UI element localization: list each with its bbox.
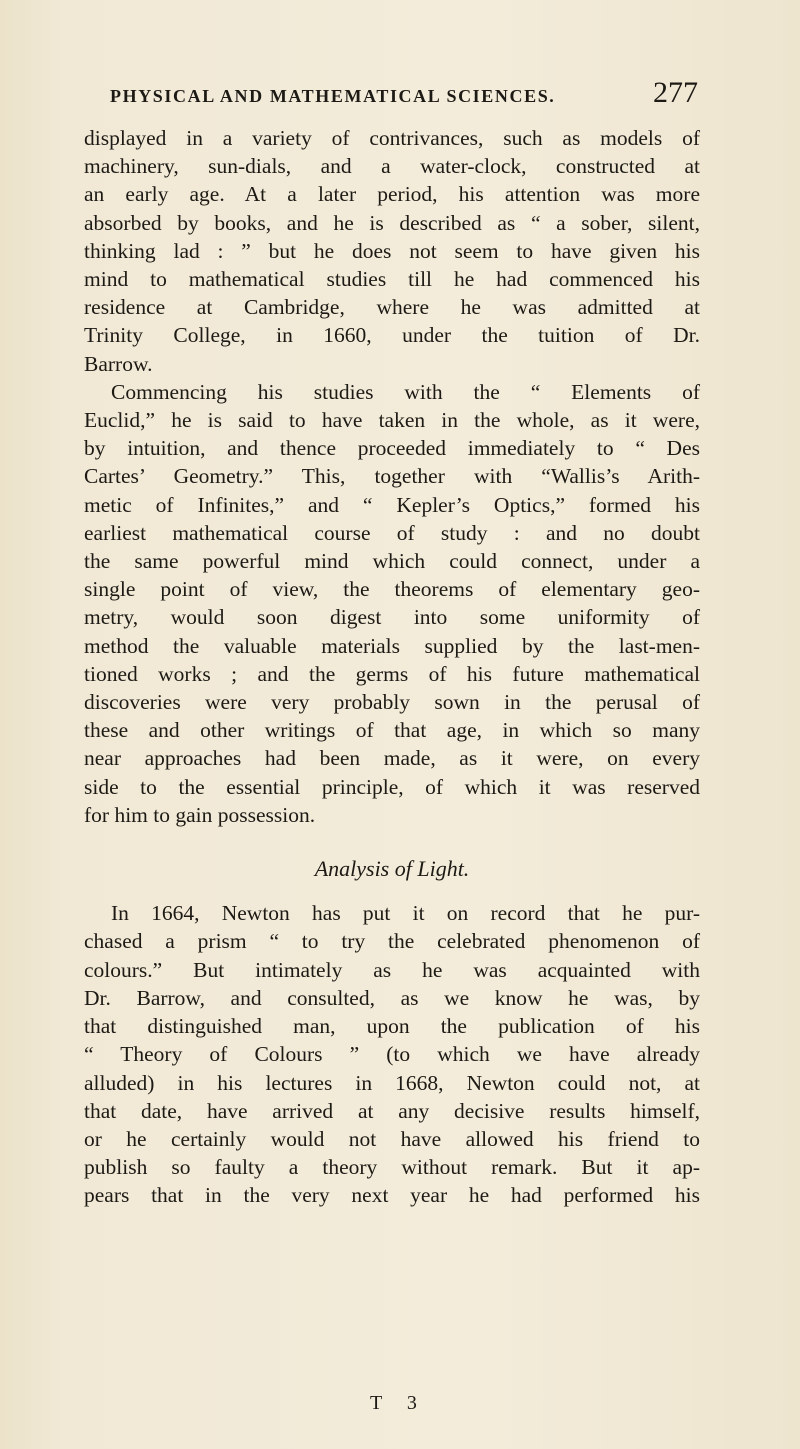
- text-line: colours.” But intimately as he was acquainted with: [84, 957, 700, 982]
- text-line: discoveries were very probably sown in the perusal of: [84, 690, 700, 715]
- text-line: or he certainly would not have allowed his friend to: [84, 1126, 700, 1151]
- page-number: 277: [653, 76, 698, 109]
- text-line: that distinguished man, upon the publication of his: [84, 1014, 700, 1039]
- text-line: single point of view, the theorems of elementary geo-: [84, 577, 700, 602]
- text-line: pears that in the very next year he had performed his: [84, 1183, 700, 1208]
- text-line: side to the essential principle, of which it was reserved: [84, 774, 700, 799]
- text-line: thinking lad : ” but he does not seem to have given his: [84, 238, 700, 263]
- signature-mark: T 3: [370, 1392, 427, 1414]
- text-line: “ Theory of Colours ” (to which we have already: [84, 1042, 700, 1067]
- text-line: these and other writings of that age, in which so many: [84, 718, 700, 743]
- text-line: machinery, sun-dials, and a water-clock, constructed at: [84, 154, 700, 179]
- text-line: displayed in a variety of contrivances, such as models of: [84, 126, 700, 150]
- text-line: alluded) in his lectures in 1668, Newton could not, at: [84, 1070, 700, 1095]
- running-head: PHYSICAL AND MATHEMATICAL SCIENCES.: [110, 86, 556, 106]
- text-line: method the valuable materials supplied by the last-men-: [84, 633, 700, 658]
- text-line: near approaches had been made, as it were, on every: [84, 746, 700, 771]
- text-line: Barrow.: [84, 351, 153, 376]
- text-line: Cartes’ Geometry.” This, together with “Wallis’s Arith-: [84, 464, 700, 489]
- body-text: [84, 124, 700, 1210]
- text-line: Commencing his studies with the “ Elements of: [111, 379, 700, 404]
- text-line: that date, have arrived at any decisive results himself,: [84, 1098, 700, 1123]
- section-heading: Analysis of Light.: [314, 856, 470, 882]
- text-line: metry, would soon digest into some uniformity of: [84, 605, 700, 630]
- text-line: tioned works ; and the germs of his future mathematical: [84, 661, 700, 686]
- text-line: for him to gain possession.: [84, 802, 316, 827]
- text-line: metic of Infinites,” and “ Kepler’s Optics,” formed his: [84, 492, 700, 517]
- text-line: chased a prism “ to try the celebrated phenomenon of: [84, 929, 700, 954]
- text-line: an early age. At a later period, his attention was more: [84, 182, 700, 207]
- text-line: mind to mathematical studies till he had commenced his: [84, 267, 700, 292]
- text-line: Trinity College, in 1660, under the tuition of Dr.: [84, 323, 700, 348]
- text-line: Dr. Barrow, and consulted, as we know he was, by: [84, 985, 700, 1010]
- text-line: publish so faulty a theory without remark. But it ap-: [84, 1155, 700, 1180]
- text-line: In 1664, Newton has put it on record that he pur-: [111, 901, 700, 926]
- text-line: the same powerful mind which could connect, under a: [84, 549, 700, 574]
- text-line: absorbed by books, and he is described as “ a sober, silent,: [84, 210, 700, 235]
- text-line: Euclid,” he is said to have taken in the whole, as it were,: [84, 408, 700, 433]
- text-line: by intuition, and thence proceeded immediately to “ Des: [84, 436, 700, 461]
- text-line: earliest mathematical course of study : and no doubt: [84, 520, 700, 545]
- page-header: [88, 76, 698, 116]
- text-line: residence at Cambridge, where he was admitted at: [84, 295, 700, 320]
